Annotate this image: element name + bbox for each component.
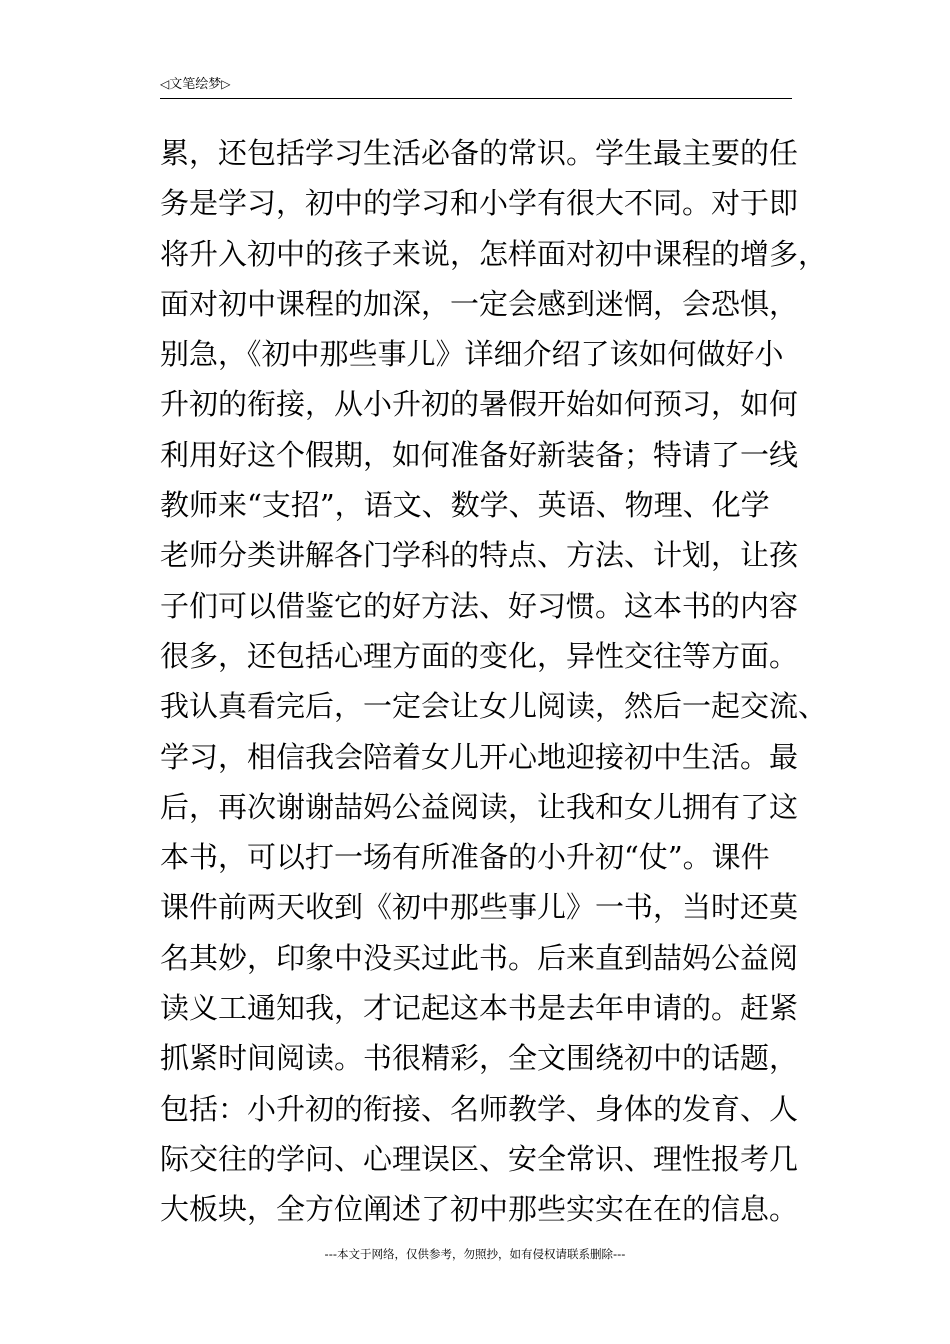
text-line: 大板块，全方位阐述了初中那些实实在在的信息。 xyxy=(160,1192,799,1227)
text-line: 很多，还包括心理方面的变化，异性交往等方面。 xyxy=(160,638,799,673)
header-title xyxy=(160,76,230,93)
text-line: 累，还包括学习生活必备的常识。学生最主要的任 xyxy=(160,136,799,170)
text-line: 名其妙，印象中没买过此书。后来直到喆妈公益阅 xyxy=(160,940,799,975)
page-header xyxy=(160,74,792,99)
text-line: 我认真看完后，一定会让女儿阅读，然后一起交流、 xyxy=(160,689,828,724)
text-line: 包括：小升初的衔接、名师教学、身体的发育、人 xyxy=(160,1091,799,1126)
text-line: 别急，《初中那些事儿》详细介绍了该如何做好小 xyxy=(160,337,784,372)
text-line: 升初的衔接，从小升初的暑假开始如何预习，如何 xyxy=(160,387,799,422)
header-title-text: 文笔绘梦 xyxy=(169,77,222,92)
text-line: 后，再次谢谢喆妈公益阅读，让我和女儿拥有了这 xyxy=(160,789,799,824)
left-triangle-icon: ◁ xyxy=(160,77,170,91)
text-line: 将升入初中的孩子来说，怎样面对初中课程的增多， xyxy=(160,236,828,271)
text-line: 本书，可以打一场有所准备的小升初“仗”。课件 xyxy=(160,840,770,875)
text-line: 学习，相信我会陪着女儿开心地迎接初中生活。最 xyxy=(160,739,799,774)
right-triangle-icon: ▷ xyxy=(221,77,231,91)
text-line: 课件前两天收到《初中那些事儿》一书，当时还莫 xyxy=(160,890,799,925)
text-line: 抓紧时间阅读。书很精彩，全文围绕初中的话题， xyxy=(160,1041,799,1076)
text-line: 教师来“支招”，语文、数学、英语、物理、化学 xyxy=(160,488,770,523)
text-line: 务是学习，初中的学习和小学有很大不同。对于即 xyxy=(160,186,799,221)
body-text xyxy=(160,128,828,1235)
text-line: 面对初中课程的加深，一定会感到迷惘，会恐惧， xyxy=(160,286,799,321)
text-line: 子们可以借鉴它的好方法、好习惯。这本书的内容 xyxy=(160,588,799,623)
text-line: 利用好这个假期，如何准备好新装备；特请了一线 xyxy=(160,437,799,472)
page-footer: ---本文于网络，仅供参考，勿照抄，如有侵权请联系删除--- xyxy=(324,1247,626,1261)
text-line: 际交往的学问、心理误区、安全常识、理性报考几 xyxy=(160,1141,799,1176)
text-line: 老师分类讲解各门学科的特点、方法、计划，让孩 xyxy=(160,538,799,573)
text-line: 读义工通知我，才记起这本书是去年申请的。赶紧 xyxy=(160,991,799,1026)
